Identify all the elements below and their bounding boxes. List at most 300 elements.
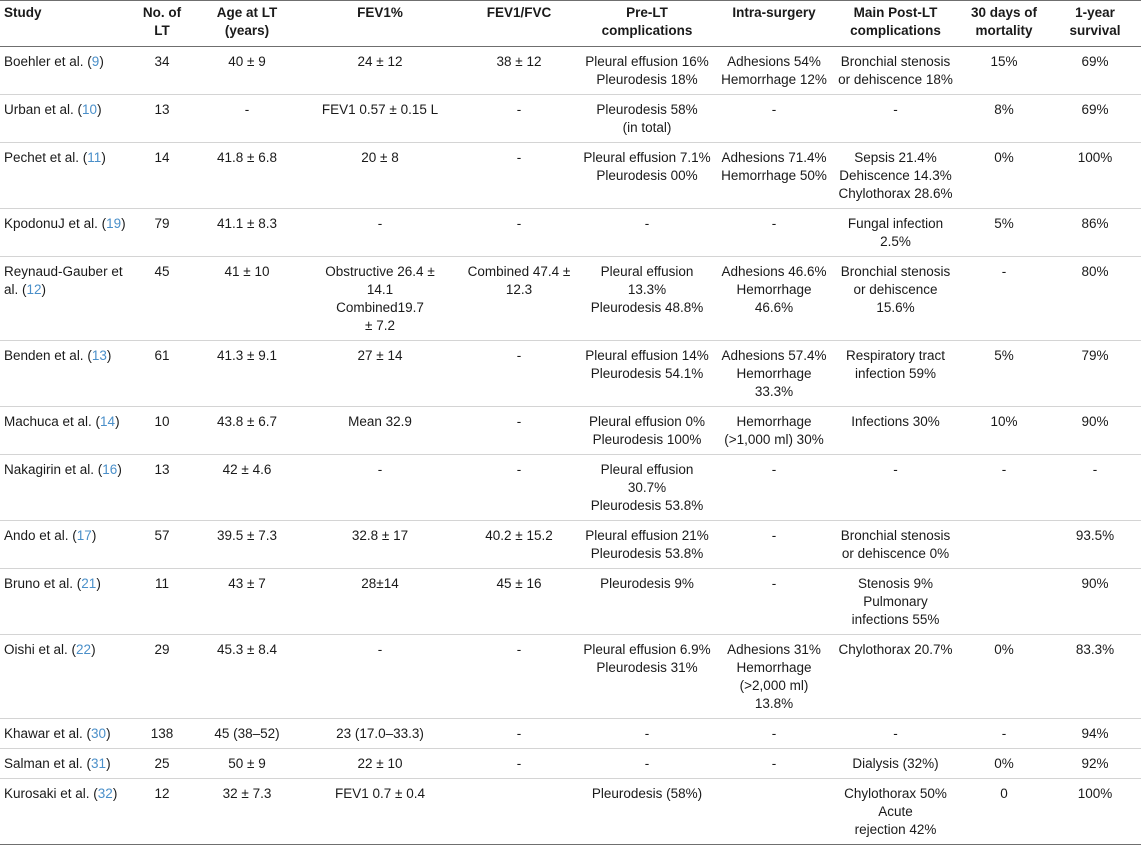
- post-lt-cell: [832, 635, 959, 719]
- reference-link[interactable]: 9: [91, 54, 100, 69]
- cell-line: Pleural effusion 7.1%: [583, 150, 711, 165]
- age-cell: 41.8 ± 6.8: [217, 150, 277, 165]
- fev1-cell: [300, 407, 460, 455]
- cell-line: -: [771, 576, 777, 591]
- cell-line: Pleurodesis 58%: [596, 102, 698, 117]
- intra-surgery-cell: [716, 719, 832, 749]
- header-thirty-day-mortality: 30 days of mortality: [959, 1, 1049, 47]
- cell-line: Dehiscence 14.3%: [839, 168, 952, 183]
- survival-cell: 86%: [1081, 216, 1109, 231]
- ratio-cell: [460, 47, 578, 95]
- pre-lt-cell: [578, 341, 716, 407]
- post-lt-cell: [832, 47, 959, 95]
- header-intra-surgery: Intra-surgery: [716, 1, 832, 47]
- reference-close: ): [101, 150, 106, 165]
- fev1-cell: [300, 569, 460, 635]
- cell-line: -: [771, 528, 777, 543]
- study-cell: [0, 749, 130, 779]
- reference-close: ): [106, 726, 111, 741]
- cell-line: Pleurodesis 53.8%: [590, 498, 704, 513]
- mortality-cell: 0%: [994, 150, 1014, 165]
- cell-line: -: [516, 642, 522, 657]
- header-row: [0, 1, 1141, 47]
- cell-line: -: [771, 102, 777, 117]
- intra-surgery-cell: [716, 521, 832, 569]
- cell-line: 14.1: [366, 282, 394, 297]
- reference-close: ): [41, 282, 47, 297]
- pre-lt-cell: [578, 779, 716, 845]
- age-cell: 39.5 ± 7.3: [217, 528, 277, 543]
- reference-link[interactable]: 21: [81, 576, 97, 591]
- cell-line: Pleural effusion 14%: [585, 348, 709, 363]
- cell-line: -: [516, 462, 522, 477]
- mortality-cell: [959, 521, 1049, 569]
- reference-close: ): [91, 528, 97, 543]
- fev1-cell: [300, 95, 460, 143]
- cell-line: Pleurodesis 100%: [592, 432, 702, 447]
- study-name: Oishi et al. (: [4, 642, 77, 657]
- cell-line: 24 ± 12: [357, 54, 403, 69]
- cell-line: -: [516, 348, 522, 363]
- cell-line: (>1,000 ml) 30%: [724, 432, 824, 447]
- pre-lt-cell: [578, 407, 716, 455]
- header-no-of-lt: No. of LT: [130, 1, 194, 47]
- intra-surgery-cell: [716, 47, 832, 95]
- cell-line: Pleurodesis (58%): [591, 786, 703, 801]
- header-fev1-fvc: FEV1/FVC: [460, 1, 578, 47]
- cell-line: Hemorrhage 12%: [721, 72, 827, 87]
- post-lt-cell: [832, 521, 959, 569]
- cell-line: Hemorrhage 46.6%: [736, 282, 812, 315]
- reference-link[interactable]: 12: [26, 282, 42, 297]
- cell-line: 27 ± 14: [357, 348, 403, 363]
- fev1-cell: [300, 341, 460, 407]
- age-cell: 40 ± 9: [228, 54, 266, 69]
- survival-cell: 100%: [1077, 786, 1113, 801]
- age-cell: 43.8 ± 6.7: [217, 414, 277, 429]
- age-cell: 32 ± 7.3: [222, 786, 272, 801]
- pre-lt-cell: [578, 95, 716, 143]
- survival-cell: 69%: [1081, 102, 1109, 117]
- cell-line: Bronchial stenosis: [840, 528, 951, 543]
- cell-line: Hemorrhage 50%: [721, 168, 827, 183]
- cell-line: Respiratory tract: [845, 348, 946, 363]
- ratio-cell: [460, 341, 578, 407]
- cell-line: Hemorrhage: [736, 660, 812, 675]
- ratio-cell: [460, 521, 578, 569]
- study-cell: [0, 719, 130, 749]
- pre-lt-cell: [578, 635, 716, 719]
- fev1-cell: [300, 635, 460, 719]
- pre-lt-cell: [578, 143, 716, 209]
- cell-line: Chylothorax 28.6%: [838, 186, 953, 201]
- study-cell: [0, 143, 130, 209]
- age-cell: 41 ± 10: [224, 264, 270, 279]
- cell-line: -: [377, 642, 383, 657]
- cell-line: -: [644, 726, 650, 741]
- table-row: [0, 635, 1141, 719]
- survival-cell: 69%: [1081, 54, 1109, 69]
- fev1-cell: [300, 719, 460, 749]
- cell-line: -: [516, 756, 522, 771]
- survival-cell: -: [1092, 462, 1098, 477]
- cell-line: Pleurodesis 18%: [596, 72, 698, 87]
- intra-surgery-cell: [716, 635, 832, 719]
- mortality-cell: 5%: [994, 216, 1014, 231]
- study-name: Boehler et al. (: [4, 54, 92, 69]
- study-name: Machuca et al. (: [4, 414, 101, 429]
- survival-cell: 94%: [1081, 726, 1109, 741]
- post-lt-cell: [832, 143, 959, 209]
- survival-cell: 90%: [1081, 414, 1109, 429]
- ratio-cell: [460, 455, 578, 521]
- post-lt-cell: [832, 95, 959, 143]
- mortality-cell: -: [1001, 726, 1007, 741]
- cell-line: Pleural effusion 6.9%: [583, 642, 711, 657]
- cell-line: Pleural effusion 0%: [588, 414, 706, 429]
- survival-cell: 100%: [1077, 150, 1113, 165]
- fev1-cell: [300, 47, 460, 95]
- survival-cell: 93.5%: [1075, 528, 1115, 543]
- fev1-cell: [300, 749, 460, 779]
- fev1-cell: [300, 779, 460, 845]
- cell-line: Adhesions 54%: [727, 54, 821, 69]
- count-cell: 11: [154, 576, 169, 591]
- table-row: [0, 341, 1141, 407]
- cell-line: Mean 32.9: [348, 414, 412, 429]
- count-cell: 29: [154, 642, 170, 657]
- count-cell: 25: [154, 756, 170, 771]
- reference-link[interactable]: 11: [87, 150, 102, 165]
- table-row: [0, 749, 1141, 779]
- pre-lt-cell: [578, 749, 716, 779]
- pre-lt-cell: [578, 719, 716, 749]
- age-cell: 45.3 ± 8.4: [217, 642, 277, 657]
- count-cell: 61: [154, 348, 170, 363]
- mortality-cell: 8%: [994, 102, 1014, 117]
- count-cell: 12: [154, 786, 170, 801]
- survival-cell: 80%: [1081, 264, 1109, 279]
- count-cell: 138: [150, 726, 174, 741]
- table-row: [0, 521, 1141, 569]
- fev1-cell: [300, 143, 460, 209]
- cell-line: -: [377, 216, 383, 231]
- reference-close: ): [91, 642, 96, 657]
- cell-line: FEV1 0.57 ± 0.15 L: [321, 102, 439, 117]
- study-cell: [0, 257, 130, 341]
- cell-line: -: [644, 756, 650, 771]
- cell-line: ± 7.2: [365, 318, 395, 333]
- cell-line: Hemorrhage: [736, 414, 812, 429]
- cell-line: rejection 42%: [854, 822, 937, 837]
- pre-lt-cell: [578, 47, 716, 95]
- age-cell: -: [244, 102, 250, 117]
- reference-close: ): [117, 462, 122, 477]
- reference-close: ): [115, 414, 120, 429]
- count-cell: 10: [154, 414, 170, 429]
- cell-line: Bronchial stenosis: [840, 264, 951, 279]
- reference-close: ): [99, 54, 104, 69]
- intra-surgery-cell: [716, 749, 832, 779]
- study-cell: [0, 209, 130, 257]
- mortality-cell: 0%: [994, 642, 1014, 657]
- cell-line: Pleurodesis 9%: [600, 576, 694, 591]
- reference-link[interactable]: 14: [100, 414, 116, 429]
- cell-line: -: [516, 216, 522, 231]
- header-age-at-lt: Age at LT (years): [194, 1, 300, 47]
- cell-line: infection 59%: [854, 366, 937, 381]
- mortality-cell: -: [1001, 462, 1007, 477]
- reference-close: ): [96, 576, 101, 591]
- post-lt-cell: [832, 407, 959, 455]
- table-row: [0, 779, 1141, 845]
- post-lt-cell: [832, 719, 959, 749]
- study-name: Kurosaki et al. (: [4, 786, 98, 801]
- cell-line: 15.6%: [876, 300, 915, 315]
- fev1-cell: [300, 209, 460, 257]
- study-name: Bruno et al. (: [4, 576, 82, 591]
- intra-surgery-cell: [716, 209, 832, 257]
- cell-line: 45 ± 16: [496, 576, 542, 591]
- cell-line: infections 55%: [851, 612, 940, 627]
- table-row: [0, 47, 1141, 95]
- header-one-year-survival: 1-year survival: [1049, 1, 1141, 47]
- survival-cell: 92%: [1081, 756, 1109, 771]
- fev1-cell: [300, 455, 460, 521]
- cell-line: 28±14: [361, 576, 399, 591]
- study-name: Pechet et al. (: [4, 150, 88, 165]
- cell-line: or dehiscence 0%: [841, 546, 950, 561]
- cell-line: (in total): [622, 120, 672, 135]
- reference-link[interactable]: 16: [102, 462, 118, 477]
- count-cell: 34: [154, 54, 170, 69]
- study-name: KpodonuJ et al. (: [4, 216, 107, 231]
- reference-link[interactable]: 22: [76, 642, 92, 657]
- study-cell: [0, 569, 130, 635]
- cell-line: -: [893, 462, 898, 477]
- mortality-cell: 10%: [990, 414, 1018, 429]
- mortality-cell: [959, 569, 1049, 635]
- table-row: [0, 257, 1141, 341]
- cell-line: (>2,000 ml) 13.8%: [739, 678, 809, 711]
- count-cell: 14: [154, 150, 170, 165]
- post-lt-cell: [832, 569, 959, 635]
- study-cell: [0, 635, 130, 719]
- table-row: [0, 95, 1141, 143]
- mortality-cell: 15%: [990, 54, 1018, 69]
- ratio-cell: [460, 779, 578, 845]
- cell-line: or dehiscence: [853, 282, 938, 297]
- ratio-cell: [460, 635, 578, 719]
- post-lt-cell: [832, 209, 959, 257]
- study-cell: [0, 47, 130, 95]
- cell-line: 38 ± 12: [496, 54, 542, 69]
- post-lt-cell: [832, 779, 959, 845]
- age-cell: 42 ± 4.6: [222, 462, 272, 477]
- post-lt-cell: [832, 749, 959, 779]
- reference-close: ): [106, 348, 112, 363]
- cell-line: Chylothorax 20.7%: [838, 642, 953, 657]
- cell-line: Adhesions 57.4%: [721, 348, 827, 363]
- count-cell: 57: [154, 528, 170, 543]
- cell-line: Pleurodesis 00%: [596, 168, 698, 183]
- survival-cell: 79%: [1081, 348, 1109, 363]
- reference-link[interactable]: 31: [91, 756, 107, 771]
- header-main-post-lt-complications: Main Post-LT complications: [832, 1, 959, 47]
- cell-line: 22 ± 10: [357, 756, 403, 771]
- header-fev1-percent: FEV1%: [300, 1, 460, 47]
- cell-line: Pleurodesis 31%: [596, 660, 698, 675]
- study-cell: [0, 95, 130, 143]
- cell-line: Fungal infection: [847, 216, 944, 231]
- cell-line: Pleural effusion: [600, 264, 694, 279]
- mortality-cell: 5%: [994, 348, 1014, 363]
- cell-line: -: [516, 414, 522, 429]
- intra-surgery-cell: [716, 455, 832, 521]
- table-row: [0, 455, 1141, 521]
- cell-line: 13.3%: [627, 282, 667, 297]
- ratio-cell: [460, 209, 578, 257]
- cell-line: 23 (17.0–33.3): [336, 726, 424, 741]
- cell-line: Pleural effusion 21%: [585, 528, 709, 543]
- cell-line: 2.5%: [880, 234, 911, 249]
- table-row: [0, 719, 1141, 749]
- age-cell: 41.3 ± 9.1: [217, 348, 277, 363]
- count-cell: 13: [154, 462, 170, 477]
- study-cell: [0, 521, 130, 569]
- mortality-cell: 0: [1000, 786, 1008, 801]
- study-name: Nakagirin et al. (: [4, 462, 103, 477]
- fev1-cell: [300, 257, 460, 341]
- cell-line: Acute: [878, 804, 913, 819]
- count-cell: 13: [154, 102, 170, 117]
- study-cell: [0, 455, 130, 521]
- ratio-cell: [460, 95, 578, 143]
- cell-line: Stenosis 9%: [857, 576, 934, 591]
- reference-close: ): [97, 102, 102, 117]
- cell-line: FEV1 0.7 ± 0.4: [335, 786, 425, 801]
- study-cell: [0, 779, 130, 845]
- cell-line: Adhesions 46.6%: [721, 264, 827, 279]
- cell-line: Pleurodesis 53.8%: [590, 546, 704, 561]
- age-cell: 43 ± 7: [228, 576, 266, 591]
- cell-line: Infections 30%: [851, 414, 940, 429]
- age-cell: 50 ± 9: [228, 756, 266, 771]
- study-name: Salman et al. (: [4, 756, 92, 771]
- header-study: Study: [0, 1, 130, 47]
- study-name: Reynaud-Gauber et al. (: [4, 264, 123, 297]
- intra-surgery-cell: [716, 569, 832, 635]
- age-cell: 41.1 ± 8.3: [217, 216, 277, 231]
- cell-line: -: [516, 726, 522, 741]
- cell-line: Chylothorax 50%: [844, 786, 947, 801]
- cell-line: Pleural effusion 16%: [585, 54, 709, 69]
- cell-line: Hemorrhage 33.3%: [736, 366, 812, 399]
- cell-line: Pulmonary: [863, 594, 928, 609]
- cell-line: 32.8 ± 17: [351, 528, 409, 543]
- survival-cell: 83.3%: [1075, 642, 1115, 657]
- cell-line: or dehiscence 18%: [838, 72, 953, 87]
- reference-close: ): [112, 786, 118, 801]
- cell-line: Adhesions 31%: [727, 642, 821, 657]
- reference-link[interactable]: 10: [82, 102, 98, 117]
- table-row: [0, 209, 1141, 257]
- study-name: Benden et al. (: [4, 348, 92, 363]
- cell-line: -: [893, 102, 898, 117]
- cell-line: -: [516, 150, 522, 165]
- intra-surgery-cell: [716, 407, 832, 455]
- reference-link[interactable]: 17: [76, 528, 92, 543]
- reference-close: ): [121, 216, 126, 231]
- pre-lt-cell: [578, 521, 716, 569]
- cell-line: 40.2 ± 15.2: [485, 528, 553, 543]
- ratio-cell: [460, 143, 578, 209]
- cell-line: -: [893, 726, 898, 741]
- pre-lt-cell: [578, 455, 716, 521]
- count-cell: 45: [154, 264, 170, 279]
- reference-link[interactable]: 13: [91, 348, 107, 363]
- count-cell: 79: [154, 216, 170, 231]
- survival-cell: 90%: [1081, 576, 1109, 591]
- study-name: Khawar et al. (: [4, 726, 92, 741]
- reference-link[interactable]: 19: [106, 216, 122, 231]
- cell-line: 30.7%: [627, 480, 667, 495]
- reference-link[interactable]: 30: [91, 726, 107, 741]
- cell-line: -: [377, 462, 383, 477]
- header-pre-lt-complications: Pre-LT complications: [578, 1, 716, 47]
- fev1-cell: [300, 521, 460, 569]
- cell-line: Adhesions 71.4%: [721, 150, 827, 165]
- mortality-cell: 0%: [994, 756, 1014, 771]
- cell-line: -: [771, 216, 777, 231]
- cell-line: -: [771, 756, 777, 771]
- cell-line: Combined 47.4 ±: [467, 264, 571, 279]
- mortality-cell: -: [1001, 264, 1007, 279]
- pre-lt-cell: [578, 257, 716, 341]
- ratio-cell: [460, 407, 578, 455]
- study-name: Urban et al. (: [4, 102, 83, 117]
- ratio-cell: [460, 719, 578, 749]
- study-cell: [0, 341, 130, 407]
- cell-line: -: [644, 216, 650, 231]
- cell-line: Pleural effusion: [600, 462, 694, 477]
- study-cell: [0, 407, 130, 455]
- cell-line: Pleurodesis 54.1%: [590, 366, 704, 381]
- cell-line: 20 ± 8: [361, 150, 399, 165]
- ratio-cell: [460, 569, 578, 635]
- cell-line: Bronchial stenosis: [840, 54, 951, 69]
- intra-surgery-cell: [716, 143, 832, 209]
- intra-surgery-cell: [716, 95, 832, 143]
- study-name: Ando et al. (: [4, 528, 77, 543]
- cell-line: -: [771, 462, 777, 477]
- cell-line: 12.3: [505, 282, 533, 297]
- table-row: [0, 569, 1141, 635]
- cell-line: Dialysis (32%): [852, 756, 939, 771]
- pre-lt-cell: [578, 569, 716, 635]
- reference-close: ): [106, 756, 111, 771]
- post-lt-cell: [832, 455, 959, 521]
- ratio-cell: [460, 257, 578, 341]
- cell-line: Pleurodesis 48.8%: [590, 300, 704, 315]
- cell-line: Combined19.7: [336, 300, 424, 315]
- cell-line: -: [516, 102, 522, 117]
- table-body: [0, 47, 1141, 845]
- reference-link[interactable]: 32: [97, 786, 113, 801]
- intra-surgery-cell: [716, 257, 832, 341]
- pre-lt-cell: [578, 209, 716, 257]
- age-cell: 45 (38–52): [214, 726, 280, 741]
